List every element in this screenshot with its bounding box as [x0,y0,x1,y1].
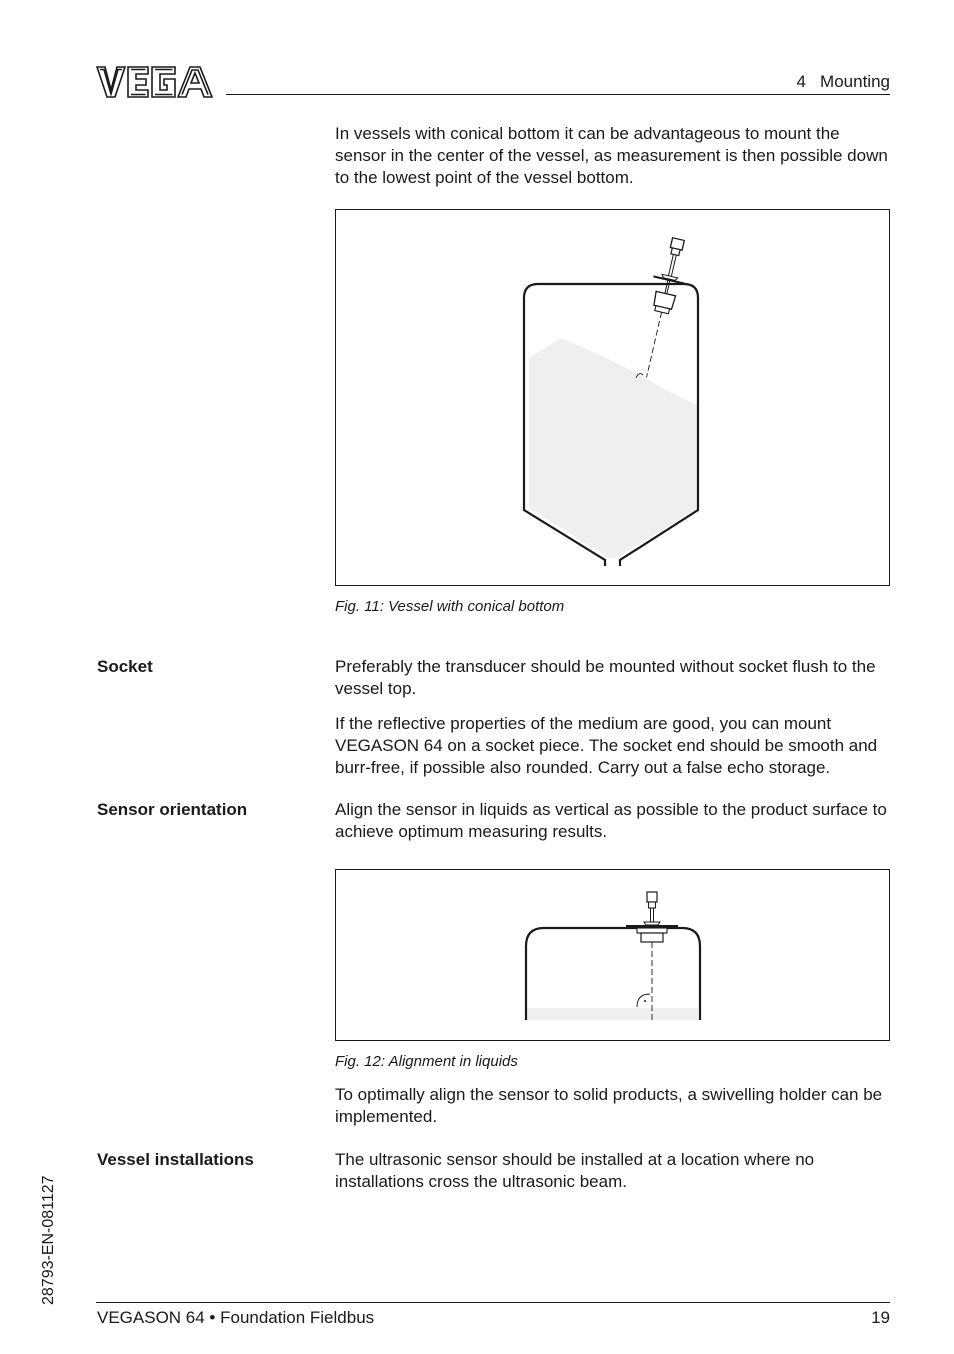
figure-alignment-liquids [335,869,890,1041]
document-number: 28793-EN-081127 [40,1175,57,1305]
vega-logo [96,64,214,100]
orientation-paragraph: Align the sensor in liquids as vertical as possible to the product surface to achieve optimum measuring results. [335,800,887,841]
vessel-conical-diagram [336,210,889,585]
installations-paragraph: The ultrasonic sensor should be installed at a location where no installations cross the ultrasonic beam. [335,1150,815,1191]
intro-paragraph: In vessels with conical bottom it can be advantageous to mount the sensor in the center of the vessel, as measurement is then possible down to the lowest point of the vessel bottom. [335,124,888,187]
footer-rule [96,1302,890,1303]
footer-product: VEGASON 64 • Foundation Fieldbus [97,1308,375,1327]
solids-paragraph: To optimally align the sensor to solid products, a swivelling holder can be implemented. [335,1085,883,1126]
page-number: 19 [871,1308,890,1327]
figure-11-caption: Fig. 11: Vessel with conical bottom [335,598,565,615]
section-title: 4 Mounting [796,72,890,91]
orientation-heading: Sensor orientation [97,800,248,819]
figure-vessel-conical [335,209,890,586]
socket-heading: Socket [97,657,153,676]
header-rule [226,94,890,95]
socket-paragraph-1: Preferably the transducer should be mounted without socket flush to the vessel top. [335,657,876,698]
figure-12-caption: Fig. 12: Alignment in liquids [335,1053,518,1070]
socket-paragraph-2: If the reflective properties of the medium are good, you can mount VEGASON 64 on a socket piece. The socket end should be smooth and burr-free, if possible also rounded. Carry out a false echo storage. [335,714,878,777]
alignment-liquids-diagram [336,870,889,1040]
installations-heading: Vessel installations [97,1150,254,1169]
